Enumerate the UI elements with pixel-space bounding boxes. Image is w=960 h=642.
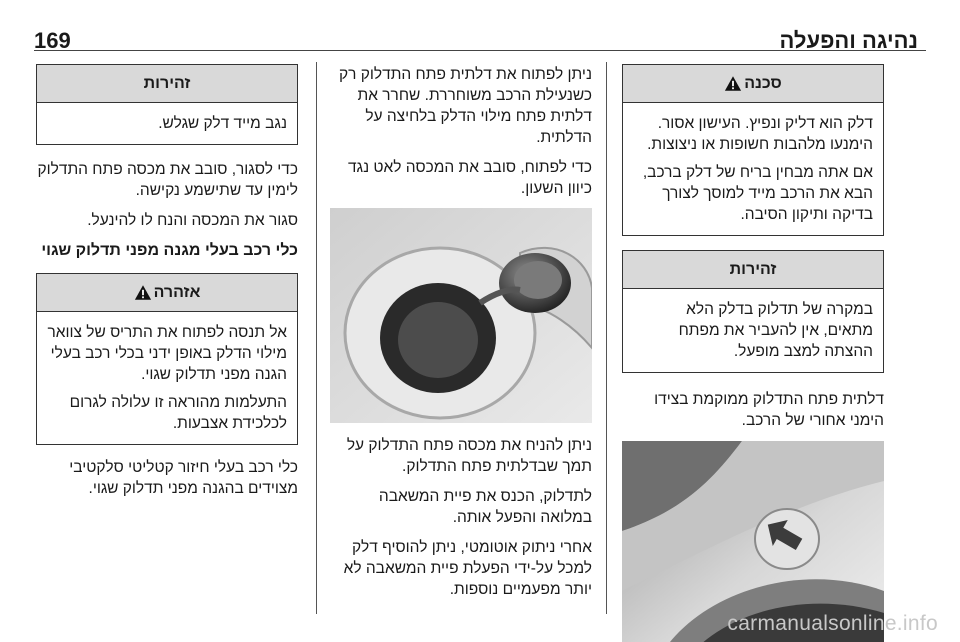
danger-text-1: דלק הוא דליק ונפיץ. העישון אסור. הימנעו מלהבות חשופות או ניצוצות. xyxy=(647,115,873,153)
close-cap-text: כדי לסגור, סובב את מכסה פתח התדלוק לימין עד שתישמע נקישה. xyxy=(37,161,298,199)
header-rule xyxy=(34,50,926,51)
page-header xyxy=(34,18,926,52)
cap-holder-text: ניתן להניח את מכסה פתח התדלוק על תמך שבדלתית פתח התדלוק. xyxy=(346,437,592,475)
refuel-text: לתדלוק, הכנס את פיית המשאבה במלואה והפעל אותה. xyxy=(378,488,592,526)
warning-box xyxy=(36,273,298,445)
page-number: 169 xyxy=(34,28,71,53)
caution-box xyxy=(622,250,884,373)
caution-spill-header xyxy=(37,65,297,103)
fuel-cap-image xyxy=(330,208,592,423)
scr-text: כלי רכב בעלי חיזור קטליטי סלקטיבי מצוידים בהגנה מפני תדלוק שגוי. xyxy=(69,459,298,497)
caution-spill-box xyxy=(36,64,298,145)
middle-column xyxy=(330,64,592,609)
column-divider-right xyxy=(606,62,607,614)
caution-box-header xyxy=(623,251,883,289)
fuel-flap-location-text: דלתית פתח התדלוק ממוקמת בצידו הימני אחורי של הרכב. xyxy=(654,391,884,429)
warning-title: אזהרה xyxy=(153,284,201,301)
close-flap-text: סגור את המכסה והנח לו להינעל. xyxy=(87,212,298,229)
danger-title: סכנה xyxy=(744,75,782,92)
watermark: carmanualsonline.info xyxy=(727,612,938,635)
open-cap-text: כדי לפתוח, סובב את המכסה לאט נגד כיוון השעון. xyxy=(347,159,592,197)
open-flap-text: ניתן לפתוח את דלתית פתח התדלוק רק כשנעילת הרכב משוחררת. שחרר את דלתית פתח מילוי הדלק בלחיצה על הדלתית. xyxy=(339,66,592,146)
warning-text-2: התעלמות מהוראה זו עלולה לגרום לכלכידת אצבעות. xyxy=(69,394,287,432)
danger-box xyxy=(622,64,884,236)
misfuel-subheading: כלי רכב בעלי מגנה מפני תדלוק שגוי xyxy=(41,242,298,259)
warning-box-header xyxy=(37,274,297,312)
danger-box-header xyxy=(623,65,883,103)
warning-triangle-icon xyxy=(134,284,152,301)
caution-title: זהירות xyxy=(729,261,777,278)
warning-text-1: אל תנסה לפתוח את התריס של צוואר מילוי הדלק באופן ידני בכלי רכב בעלי הגנה מפני תדלוק שגוי. xyxy=(47,324,287,383)
auto-cutoff-text: אחרי ניתוק אוטומטי, ניתן להוסיף דלק למכל על-ידי הפעלת פיית המשאבה לא יותר מפעמיים נוספות. xyxy=(343,539,592,598)
column-divider-left xyxy=(316,62,317,614)
danger-text-2: אם אתה מבחין בריח של דלק ברכב, הבא את הרכב מייד למוסך לצורך בדיקה ותיקון הסיבה. xyxy=(642,164,873,223)
caution-spill-title: זהירות xyxy=(143,75,191,92)
chapter-title: נהיגה והפעלה xyxy=(779,28,918,53)
left-column xyxy=(36,64,298,508)
warning-triangle-icon xyxy=(724,75,742,92)
right-column xyxy=(622,64,884,642)
caution-text-1: במקרה של תדלוק בדלק הלא מתאים, אין להעביר את מפתח ההצתה למצב מופעל. xyxy=(678,301,873,360)
caution-spill-text: נגב מייד דלק שגלש. xyxy=(158,115,287,132)
